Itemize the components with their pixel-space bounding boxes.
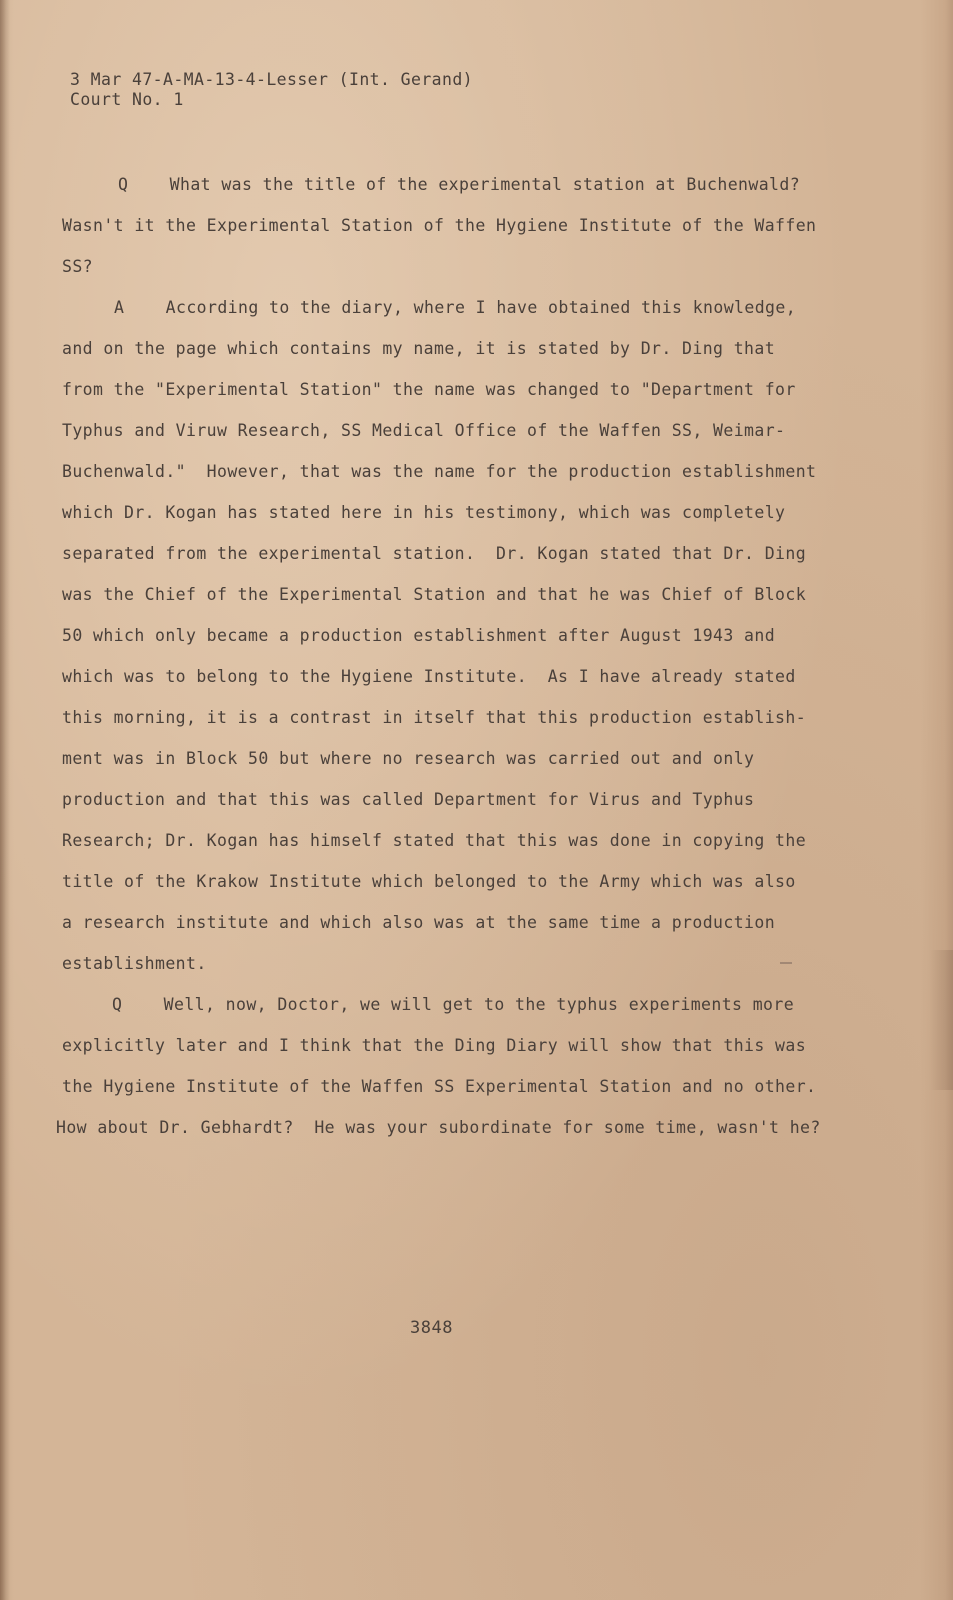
page-left-edge <box>0 0 10 1600</box>
transcript-line: Q What was the title of the experimental station at Buchenwald? <box>118 175 801 194</box>
transcript-line: production and that this was called Department for Virus and Typhus <box>62 790 755 809</box>
transcript-line: Wasn't it the Experimental Station of the Hygiene Institute of the Waffen <box>62 216 817 235</box>
transcript-line: A According to the diary, where I have obtained this knowledge, <box>114 298 797 317</box>
transcript-line: this morning, it is a contrast in itself that this production establish- <box>62 708 807 727</box>
transcript-line: Q Well, now, Doctor, we will get to the typhus experiments more <box>112 995 795 1014</box>
transcript-line: ment was in Block 50 but where no research was carried out and only <box>62 749 755 768</box>
page-number: 3848 <box>410 1318 453 1338</box>
transcript-line: Research; Dr. Kogan has himself stated that this was done in copying the <box>62 831 807 850</box>
header-reference: 3 Mar 47-A-MA-13-4-Lesser (Int. Gerand) <box>70 70 474 89</box>
transcript-line: How about Dr. Gebhardt? He was your subordinate for some time, wasn't he? <box>56 1118 821 1137</box>
margin-mark <box>780 962 792 964</box>
transcript-line: SS? <box>62 257 94 276</box>
transcript-line: title of the Krakow Institute which belonged to the Army which was also <box>62 872 796 891</box>
transcript-line: and on the page which contains my name, it is stated by Dr. Ding that <box>62 339 776 358</box>
transcript-line: which was to belong to the Hygiene Institute. As I have already stated <box>62 667 796 686</box>
transcript-line: Typhus and Viruw Research, SS Medical Office of the Waffen SS, Weimar- <box>62 421 786 440</box>
transcript-line: the Hygiene Institute of the Waffen SS Experimental Station and no other. <box>62 1077 817 1096</box>
transcript-line: a research institute and which also was at the same time a production <box>62 913 776 932</box>
transcript-line: explicitly later and I think that the Ding Diary will show that this was <box>62 1036 807 1055</box>
transcript-line: which Dr. Kogan has stated here in his testimony, which was completely <box>62 503 786 522</box>
transcript-line: establishment. <box>62 954 207 973</box>
transcript-line: separated from the experimental station. Dr. Kogan stated that Dr. Ding <box>62 544 807 563</box>
transcript-line: from the "Experimental Station" the name was changed to "Department for <box>62 380 796 399</box>
header-court: Court No. 1 <box>70 90 184 109</box>
transcript-line: Buchenwald." However, that was the name for the production establishment <box>62 462 817 481</box>
page-torn-edge <box>929 950 953 1090</box>
transcript-line: 50 which only became a production establishment after August 1943 and <box>62 626 776 645</box>
transcript-line: was the Chief of the Experimental Station and that he was Chief of Block <box>62 585 807 604</box>
